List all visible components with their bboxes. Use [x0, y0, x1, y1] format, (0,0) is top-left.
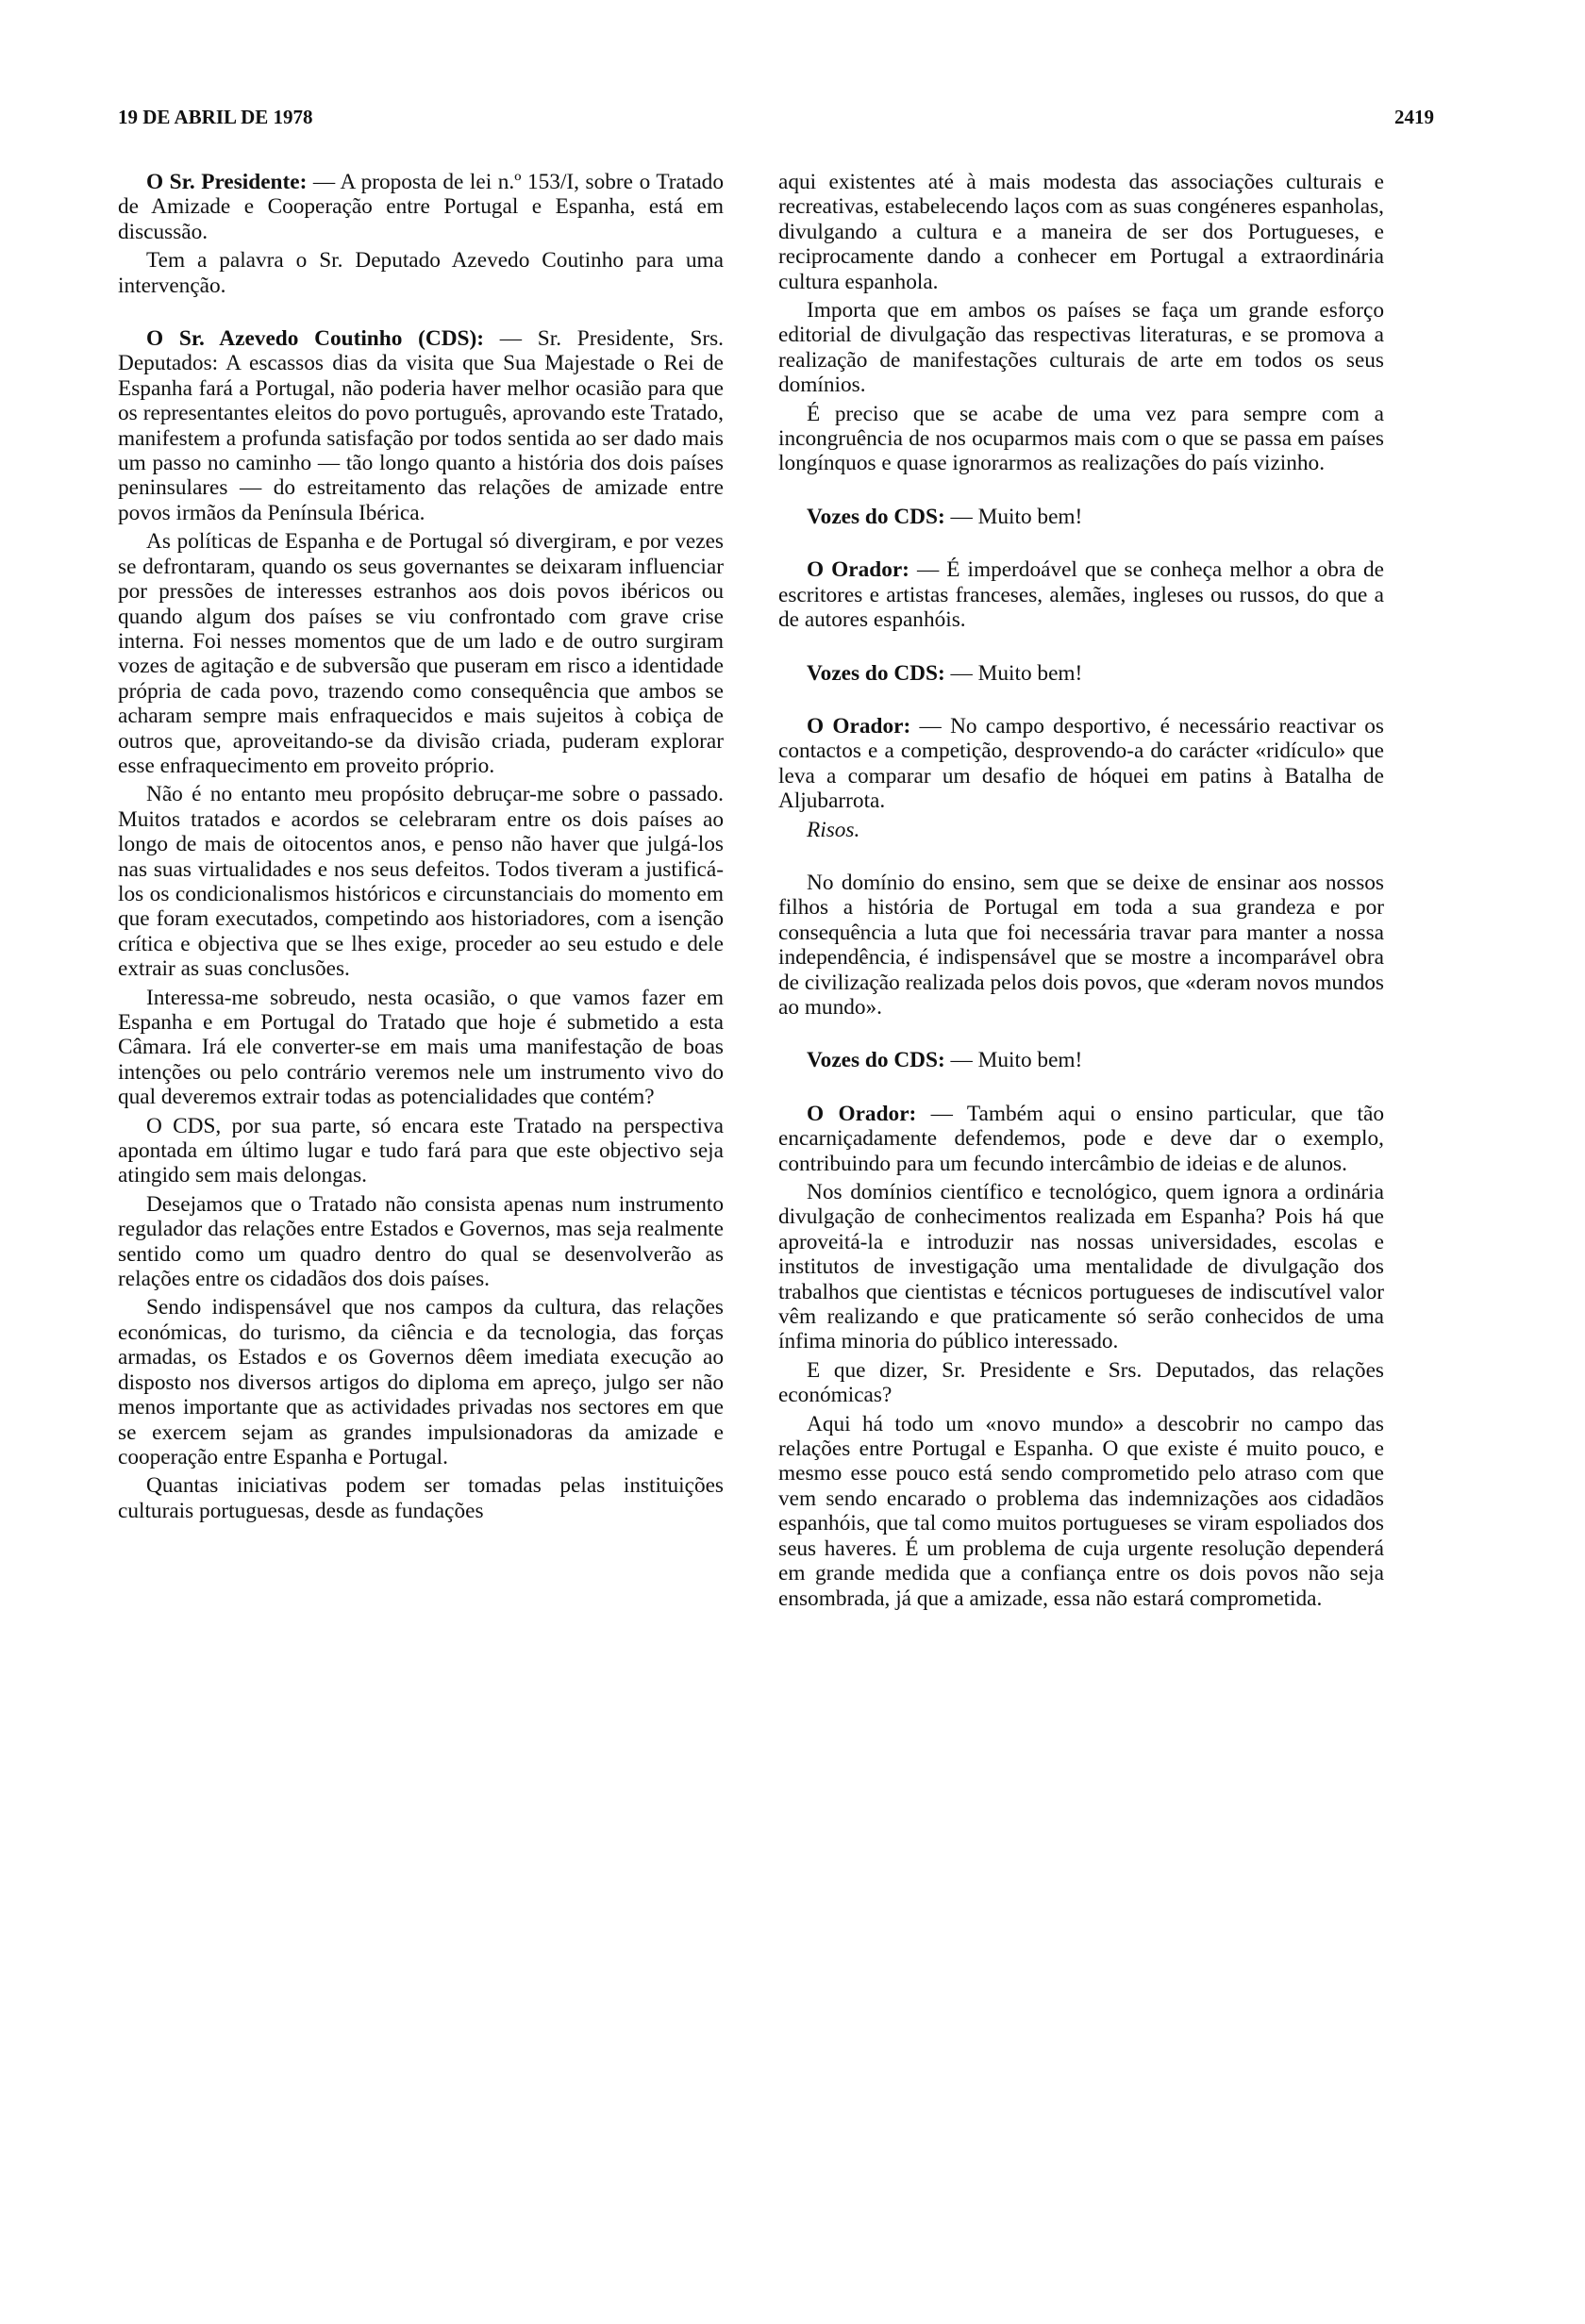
speaker: Vozes do CDS: [807, 504, 945, 529]
paragraph [778, 871, 1384, 1020]
page-header [118, 106, 1434, 134]
paragraph-text: Sendo indispensável que nos campos da cultura, das relações económicas, do turismo, da ciência e da tecnologia, das forças armadas, os Estados e os Governos dêem imediata execução ao disposto nos diversos artigos do diploma em apreço, julgo ser não menos importante que as actividades privadas nos sectores em que se exercem sejam as grandes impulsionadoras da amizade e cooperação entre Espanha e Portugal. [118, 1295, 724, 1469]
paragraph-text: Tem a palavra o Sr. Deputado Azevedo Coutinho para uma intervenção. [118, 248, 724, 298]
paragraph [778, 714, 1384, 814]
paragraph-text: — É imperdoável que se conheça melhor a obra de escritores e artistas franceses, alemães, ingleses ou russos, do que a de autores espanhóis. [778, 557, 1384, 633]
paragraph [778, 557, 1384, 632]
paragraph-text: Não é no entanto meu propósito debruçar-me sobre o passado. Muitos tratados e acordos se celebraram entre os dois países ao longo de mais de oitocentos anos, e penso não haver que julgá-los nas suas virtualidades e nos seus defeitos. Todos tiveram a justificá-los os condicionalismos históricos e circunstanciais do momento em que foram executados, competindo aos historiadores, com a isenção crítica e objectiva que se lhes exige, proceder ao seu estudo e dele extrair as suas conclusões. [118, 782, 724, 982]
paragraph-text: — Muito bem! [944, 504, 1083, 529]
paragraph [118, 1114, 724, 1188]
speaker: O Orador: [807, 713, 911, 739]
paragraph-text: — Muito bem! [944, 1048, 1083, 1073]
speaker: O Sr. Azevedo Coutinho (CDS): [146, 326, 484, 352]
paragraph [778, 1102, 1384, 1176]
paragraph [118, 248, 724, 298]
stage-direction [778, 818, 1384, 842]
paragraph-text: No domínio do ensino, sem que se deixe de ensinar aos nossos filhos a história de Portugal em toda a sua grandeza e por consequência a luta que foi necessária travar para manter a nossa independência, é indispensável que se mostre a incomparável obra de civilização realizada pelos dois povos, que «deram novos mundos ao mundo». [778, 870, 1384, 1020]
speaker: O Sr. Presidente: [146, 170, 308, 194]
paragraph [118, 986, 724, 1110]
paragraph [118, 326, 724, 525]
paragraph-text: Aqui há todo um «novo mundo» a descobrir no campo das relações entre Portugal e Espanha. O que existe é muito pouco, e mesmo esse pouco está sendo comprometido pelo atraso com que vem sendo encarado o problema das indemnizações aos cidadãos espanhóis, que tal como muitos portugueses se viram espoliados dos seus haveres. É um problema de cuja urgente resolução dependerá em grande medida que a confiança entre os dois povos não seja ensombrada, já que a amizade, essa não estará comprometida. [778, 1411, 1384, 1611]
paragraph-text: Risos. [807, 817, 860, 842]
paragraph-text: Interessa-me sobreudo, nesta ocasião, o que vamos fazer em Espanha e em Portugal do Tratado que hoje é submetido a esta Câmara. Irá ele converter-se em mais uma manifestação de boas intenções ou pelo contrário veremos nele um instrumento vivo do qual deveremos extrair todas as potencialidades que contém? [118, 985, 724, 1110]
paragraph [118, 170, 724, 244]
speaker: Vozes do CDS: [807, 660, 945, 686]
paragraph-text: O CDS, por sua parte, só encara este Tratado na perspectiva apontada em último lugar e tudo fará para que este objectivo seja atingido sem mais delongas. [118, 1113, 724, 1188]
paragraph-text: Nos domínios científico e tecnológico, quem ignora a ordinária divulgação de conhecimentos realizada em Espanha? Pois há que aproveitá-la e introduzir nas nossas universidades, escolas e institutos de investigação uma mentalidade de divulgação dos trabalhos que cientistas e técnicos portugueses de indiscutível valor vêm realizando e que praticamente só serão conhecidos de uma ínfima minoria do público interessado. [778, 1180, 1384, 1354]
speaker: Vozes do CDS: [807, 1048, 945, 1073]
paragraph [778, 1412, 1384, 1611]
paragraph-text: Quantas iniciativas podem ser tomadas pelas instituições culturais portuguesas, desde as fundações [118, 1473, 724, 1523]
paragraph-text: aqui existentes até à mais modesta das associações culturais e recreativas, estabelecendo laços com as suas congéneres espanholas, divulgando a cultura e a maneira de ser dos Portugueses, e reciprocamente dando a conhecer em Portugal a extraordinária cultura espanhola. [778, 170, 1384, 294]
paragraph-text: E que dizer, Sr. Presidente e Srs. Deputados, das relações económicas? [778, 1357, 1384, 1408]
paragraph [118, 1192, 724, 1292]
paragraph [778, 1358, 1384, 1408]
paragraph-text: Desejamos que o Tratado não consista apenas num instrumento regulador das relações entre Estados e Governos, mas seja realmente sentido como um quadro dentro do qual se desenvolverão as relações entre os cidadãos dos dois países. [118, 1191, 724, 1292]
paragraph [778, 661, 1384, 686]
paragraph-text: Importa que em ambos os países se faça um grande esforço editorial de divulgação das respectivas literaturas, e se promova a realização de manifestações culturais de arte em todos os seus domínios. [778, 298, 1384, 398]
paragraph [778, 1180, 1384, 1354]
paragraph [118, 782, 724, 981]
paragraph [118, 1295, 724, 1469]
paragraph [778, 402, 1384, 476]
paragraph-text: — A proposta de lei n.º 153/I, sobre o Tratado de Amizade e Cooperação entre Portugal e Espanha, está em discussão. [118, 170, 724, 244]
speaker: O Orador: [807, 557, 909, 583]
header-date: 19 DE ABRIL DE 1978 [118, 106, 313, 128]
page-number: 2419 [1394, 106, 1434, 128]
paragraph [118, 529, 724, 778]
paragraph [778, 170, 1384, 294]
paragraph [118, 1473, 724, 1523]
paragraph [778, 298, 1384, 398]
speaker: O Orador: [807, 1101, 917, 1126]
paragraph-text: — Também aqui o ensino particular, que tão encarniçadamente defendemos, pode e deve dar o exemplo, contribuindo para um fecundo intercâmbio de ideias e de alunos. [778, 1101, 1385, 1176]
paragraph [778, 1048, 1384, 1072]
right-column [778, 170, 1384, 1615]
paragraph-text: É preciso que se acabe de uma vez para sempre com a incongruência de nos ocuparmos mais com o que se passa em países longínquos e quase ignorarmos as realizações do país vizinho. [778, 401, 1384, 476]
paragraph-text: — Muito bem! [944, 660, 1083, 686]
paragraph-text: — No campo desportivo, é necessário reactivar os contactos e a competição, desprovendo-a do carácter «ridículo» que leva a comparar um desafio de hóquei em patins à Batalha de Aljubarrota. [778, 713, 1385, 814]
paragraph [778, 505, 1384, 529]
paragraph-text: As políticas de Espanha e de Portugal só divergiram, e por vezes se defrontaram, quando os seus governantes se deixaram influenciar por pressões de interesses estranhos aos dois povos ibéricos ou quando algum dos países se viu confrontado com grave crise interna. Foi nesses momentos que de um lado e de outro surgiram vozes de agitação e de subversão que puseram em risco a identidade própria de cada povo, trazendo como consequência que ambos se acharam sempre mais enfraquecidos e mais sujeitos à cobiça de outros que, aproveitando-se da divisão criada, puderam explorar esse enfraquecimento em proveito próprio. [118, 529, 724, 778]
paragraph-text: — Sr. Presidente, Srs. Deputados: A escassos dias da visita que Sua Majestade o Rei de Espanha fará a Portugal, não poderia haver melhor ocasião para que os representantes eleitos do povo português, aprovando este Tratado, manifestem a profunda satisfação por todos sentida ao ser dado mais um passo no caminho — tão longo quanto a história dos dois países peninsulares — do estreitamento das relações de amizade entre povos irmãos da Península Ibérica. [118, 326, 724, 525]
left-column [118, 170, 724, 1527]
